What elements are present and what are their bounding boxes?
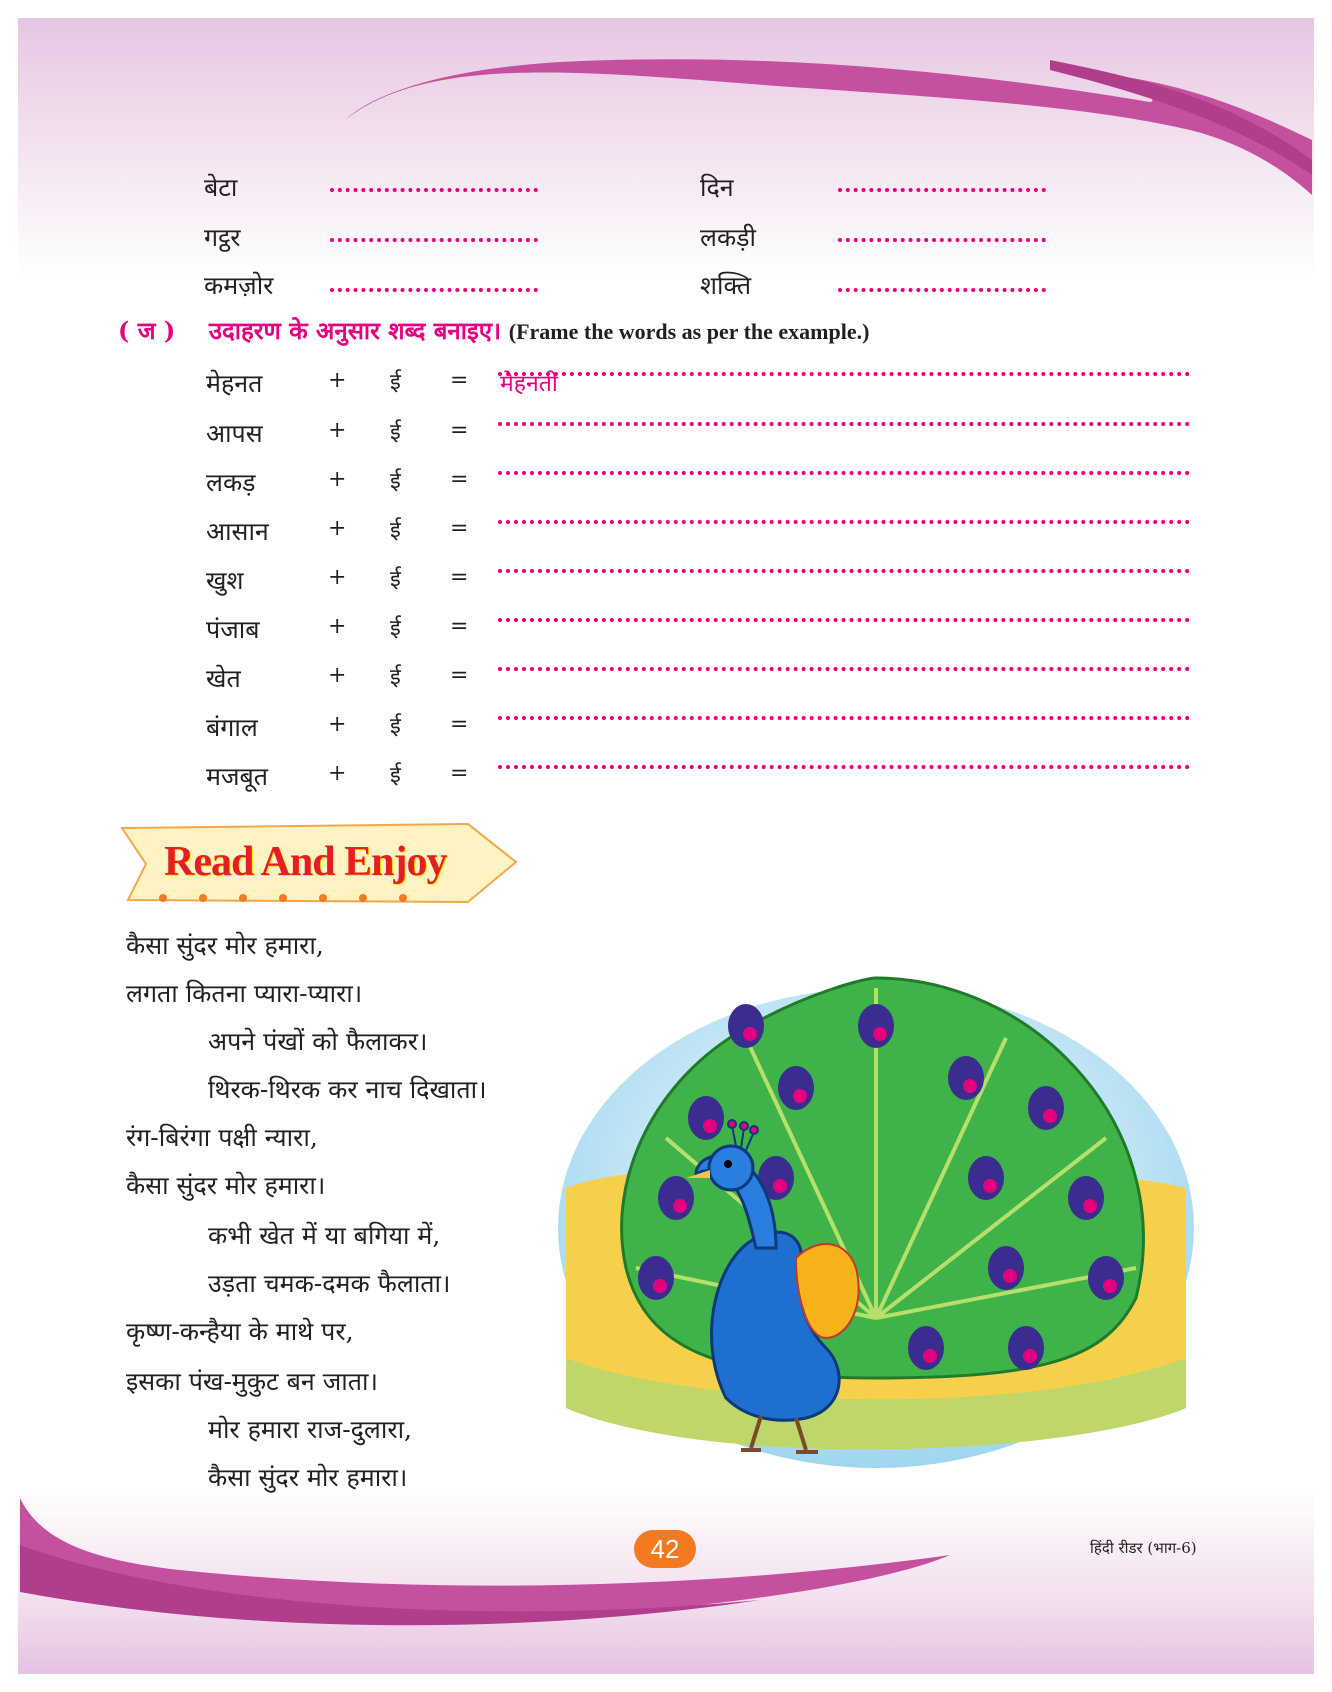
book-title: हिंदी रीडर (भाग-6) [1090,1539,1197,1557]
peacock-head [709,1146,753,1190]
poem-line: इसका पंख-मुकुट बन जाता। [126,1367,378,1396]
base-word: पंजाब [206,615,260,644]
suffix-letter: ई [390,420,401,445]
poem-line: लगता कितना प्यारा-प्यारा। [126,979,363,1008]
peacock-eye [724,1160,732,1168]
banner-word-read: Read [164,839,254,885]
base-word: बंगाल [206,713,258,742]
poem-line: रंग-बिरंगा पक्षी न्यारा, [126,1123,318,1152]
suffix-letter: ई [390,370,401,395]
top-swoosh [345,59,1312,195]
equals-sign: = [450,614,469,639]
plus-sign: + [328,614,347,639]
suffix-letter: ई [390,518,401,543]
base-word: आपस [206,419,263,448]
equals-sign: = [450,663,469,688]
answer-line[interactable] [330,238,538,242]
poem-line: कभी खेत में या बगिया में, [208,1221,441,1250]
answer-line[interactable] [498,569,1190,573]
plus-sign: + [328,467,347,492]
answer-line[interactable] [498,520,1190,524]
peacock-illustration [546,938,1196,1474]
plus-sign: + [328,712,347,737]
answer-line[interactable] [498,618,1190,622]
banner-word-and: And [260,839,335,885]
poem-line: कैसा सुंदर मोर हमारा, [126,931,324,960]
equals-sign: = [450,761,469,786]
poem-line: थिरक-थिरक कर नाच दिखाता। [208,1075,487,1104]
base-word: मजबूत [206,762,269,791]
example-answer: मेहनती [500,371,558,397]
poem-line: मोर हमारा राज-दुलारा, [208,1415,412,1444]
plus-sign: + [328,663,347,688]
word-left-2: गट्ठर [204,223,241,252]
answer-line[interactable] [838,288,1046,292]
banner-title [164,838,446,886]
suffix-letter: ई [390,763,401,788]
word-right-1: दिन [700,173,734,202]
section-title-hindi: उदाहरण के अनुसार शब्द बनाइए। [208,316,502,345]
banner-word-enjoy: Enjoy [344,839,447,885]
equals-sign: = [450,368,469,393]
plus-sign: + [328,418,347,443]
suffix-letter: ई [390,714,401,739]
poem-line: कैसा सुंदर मोर हमारा। [208,1463,408,1492]
equals-sign: = [450,565,469,590]
answer-line[interactable] [498,716,1190,720]
answer-line[interactable] [838,238,1046,242]
base-word: खेत [206,664,241,693]
answer-line[interactable] [498,765,1190,769]
suffix-letter: ई [390,665,401,690]
answer-line[interactable] [330,188,538,192]
word-left-3: कमज़ोर [204,271,274,300]
plus-sign: + [328,565,347,590]
answer-line[interactable] [330,288,538,292]
word-right-2: लकड़ी [700,223,757,252]
equals-sign: = [450,516,469,541]
answer-line[interactable] [498,667,1190,671]
base-word: खुश [206,566,244,595]
page-number: 42 [634,1530,696,1568]
suffix-letter: ई [390,567,401,592]
answer-line[interactable] [498,422,1190,426]
suffix-letter: ई [390,469,401,494]
equals-sign: = [450,418,469,443]
poem-line: उड़ता चमक-दमक फैलाता। [208,1269,451,1298]
answer-line[interactable] [498,471,1190,475]
answer-line[interactable] [498,372,1190,376]
plus-sign: + [328,516,347,541]
section-title-english: (Frame the words as per the example.) [508,319,870,344]
poem-line: कृष्ण-कन्हैया के माथे पर, [126,1317,354,1346]
word-right-3: शक्ति [700,271,752,300]
plus-sign: + [328,761,347,786]
poem-line: कैसा सुंदर मोर हमारा। [126,1171,326,1200]
suffix-letter: ई [390,616,401,641]
base-word: आसान [206,517,269,546]
equals-sign: = [450,467,469,492]
word-left-1: बेटा [204,173,238,202]
poem-line: अपने पंखों को फैलाकर। [208,1027,428,1056]
equals-sign: = [450,712,469,737]
section-marker: ( ज ) [118,316,176,345]
base-word: मेहनत [206,369,263,398]
base-word: लकड़ [206,468,256,497]
answer-line[interactable] [838,188,1046,192]
section-heading [118,314,869,347]
plus-sign: + [328,368,347,393]
